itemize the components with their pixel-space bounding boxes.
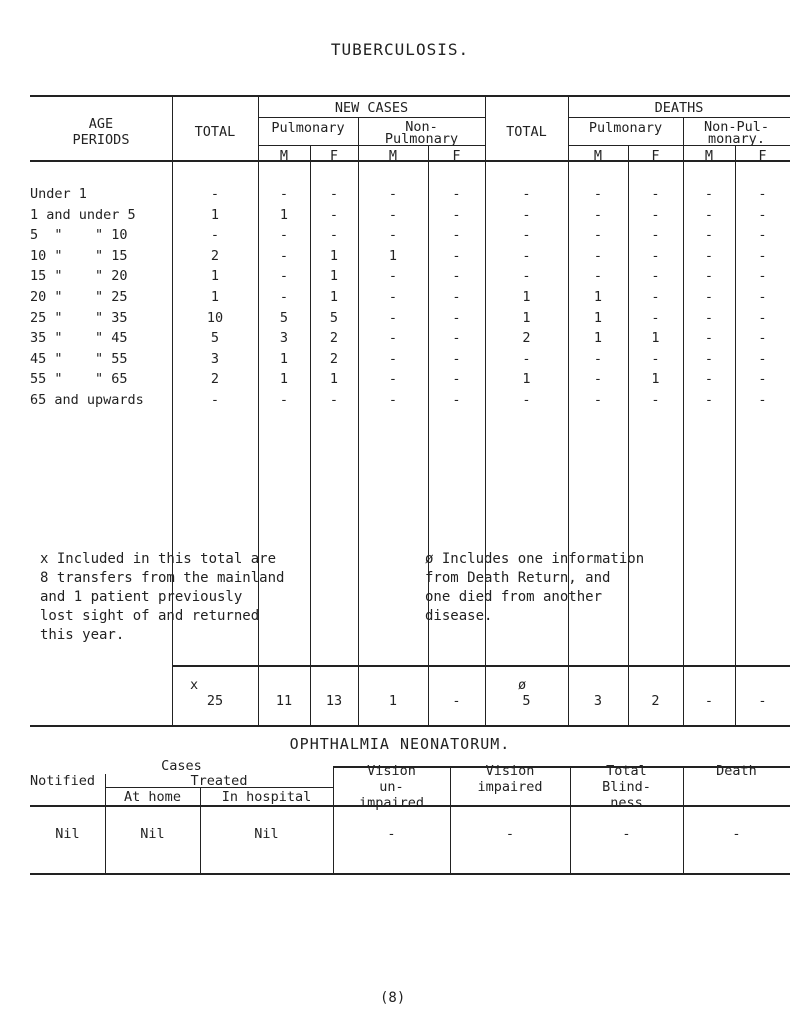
age-periods-header-1: AGE: [88, 116, 114, 132]
table-cell: 1: [329, 289, 339, 305]
new-cases-bottom-rule: [258, 117, 485, 118]
table-cell: -: [758, 371, 767, 388]
oph-notified-header: Notified: [30, 773, 96, 789]
table-cell: -: [704, 350, 714, 367]
table-cell: -: [593, 268, 603, 285]
total-cell: -: [758, 693, 767, 709]
oph-death-header: Death: [716, 763, 757, 779]
new-nonpul-f-header: F: [452, 148, 461, 164]
age-period-label: 55 " " 65: [30, 371, 128, 388]
total-cell: 3: [593, 693, 603, 709]
table-cell: -: [704, 247, 714, 264]
deaths-nonpul-m-header: M: [704, 148, 714, 164]
deaths-nonpul-f-header: F: [758, 148, 767, 164]
total-cell: 25: [206, 693, 224, 709]
table-cell: 1: [522, 371, 531, 388]
new-pul-f-header: F: [329, 148, 339, 164]
table-cell: 5: [210, 330, 220, 347]
table-cell: -: [651, 186, 660, 202]
table-cell: 1: [651, 371, 660, 388]
total-cell: 1: [388, 693, 398, 709]
table-cell: 1: [651, 330, 660, 347]
table-cell: 2: [329, 330, 339, 347]
table-cell: 3: [210, 350, 220, 367]
table-cell: 1: [593, 330, 603, 347]
total-cell: 5: [522, 693, 531, 709]
oph-value-cell: -: [387, 826, 396, 842]
table-cell: -: [452, 206, 461, 223]
oph-vision-unimpaired-header: Vision un- impaired: [358, 763, 425, 811]
oph-value-cell: -: [505, 826, 515, 842]
table-cell: -: [522, 186, 531, 202]
table-cell: -: [704, 289, 714, 305]
table-cell: -: [388, 227, 398, 244]
oph-total-blindness-header: Total Blind- ness: [602, 763, 651, 811]
table-cell: -: [522, 247, 531, 264]
table-cell: -: [758, 350, 767, 367]
table-cell: -: [522, 350, 531, 367]
table-cell: -: [651, 289, 660, 305]
table-cell: -: [593, 350, 603, 367]
ophthalmia-title: OPHTHALMIA NEONATORUM.: [289, 735, 511, 753]
age-period-label: 65 and upwards: [30, 392, 144, 408]
table-cell: -: [452, 330, 461, 347]
table-cell: -: [388, 330, 398, 347]
table-cell: -: [388, 268, 398, 285]
table-cell: -: [651, 350, 660, 367]
table-cell: -: [704, 206, 714, 223]
table-cell: -: [210, 186, 220, 202]
table-cell: -: [651, 309, 660, 326]
deaths-non-pul-header-1: Non-Pul-: [703, 119, 770, 135]
age-period-label: 1 and under 5: [30, 206, 136, 223]
table-cell: -: [522, 206, 531, 223]
age-period-label: 35 " " 45: [30, 330, 128, 347]
table-cell: -: [704, 227, 714, 244]
footnote-o: ø Includes one information from Death Return, and one died from another disease.: [425, 551, 645, 624]
deaths-pul-m-header: M: [593, 148, 603, 164]
table-cell: -: [758, 392, 767, 408]
table-cell: -: [279, 392, 289, 408]
table-cell: -: [452, 268, 461, 285]
table-cell: 1: [279, 371, 289, 388]
table-cell: 2: [329, 350, 339, 367]
table-cell: 5: [279, 309, 289, 326]
table-cell: -: [704, 371, 714, 388]
table-cell: -: [758, 227, 767, 244]
table-cell: 1: [329, 371, 339, 388]
table-cell: -: [758, 186, 767, 202]
table-cell: 1: [593, 309, 603, 326]
table-cell: -: [593, 186, 603, 202]
table-cell: -: [279, 186, 289, 202]
new-total-mark: x: [190, 677, 199, 693]
table-cell: 5: [329, 309, 339, 326]
table-cell: -: [279, 289, 289, 305]
total-cell: 2: [651, 693, 660, 709]
deaths-bottom-rule: [568, 117, 790, 118]
table-cell: -: [758, 206, 767, 223]
table-cell: -: [704, 186, 714, 202]
table-cell: -: [758, 289, 767, 305]
deaths-non-pul-header-2: monary.: [708, 131, 765, 147]
table-cell: -: [388, 371, 398, 388]
new-cases-header: NEW CASES: [334, 100, 409, 116]
table-cell: 1: [279, 350, 289, 367]
age-period-label: 5 " " 10: [30, 227, 128, 244]
oph-value-cell: Nil: [55, 826, 80, 842]
table-cell: 2: [210, 247, 220, 264]
total-cell: -: [704, 693, 714, 709]
table-cell: 2: [522, 330, 531, 347]
total-cell: 11: [275, 693, 293, 709]
totals-top-rule: [172, 665, 790, 667]
deaths-header: DEATHS: [654, 100, 704, 116]
table-cell: -: [704, 392, 714, 408]
table-cell: -: [388, 350, 398, 367]
table-cell: -: [704, 309, 714, 326]
table-cell: -: [593, 206, 603, 223]
age-period-label: 45 " " 55: [30, 350, 128, 367]
table-cell: -: [522, 392, 531, 408]
table-cell: 10: [206, 309, 224, 326]
deaths-total-mark: ø: [518, 677, 527, 693]
deaths-pul-f-header: F: [651, 148, 660, 164]
age-period-label: Under 1: [30, 186, 87, 202]
table-cell: 2: [210, 371, 220, 388]
table-cell: -: [388, 186, 398, 202]
table-cell: 1: [388, 247, 398, 264]
table-cell: -: [452, 227, 461, 244]
deaths-total-header: TOTAL: [506, 124, 547, 140]
table-bottom-rule: [30, 725, 790, 727]
table-cell: -: [651, 227, 660, 244]
age-period-label: 10 " " 15: [30, 247, 128, 264]
table-cell: 1: [210, 268, 220, 285]
oph-cases-header: Cases: [30, 758, 333, 774]
table-cell: -: [651, 392, 660, 408]
deaths-pulmonary-header: Pulmonary: [588, 120, 663, 136]
table-cell: -: [452, 392, 461, 408]
oph-value-cell: -: [732, 826, 741, 842]
table-cell: 1: [279, 206, 289, 223]
table-cell: -: [522, 268, 531, 285]
table-cell: -: [593, 247, 603, 264]
table-cell: -: [388, 309, 398, 326]
table-cell: -: [210, 227, 220, 244]
table-cell: 1: [522, 309, 531, 326]
oph-value-cell: Nil: [254, 826, 279, 842]
table-cell: -: [329, 206, 339, 223]
table-cell: -: [452, 309, 461, 326]
table-cell: -: [593, 227, 603, 244]
new-total-header: TOTAL: [194, 124, 236, 140]
table-cell: -: [279, 227, 289, 244]
age-periods-header-2: PERIODS: [72, 132, 130, 148]
age-period-label: 15 " " 20: [30, 268, 128, 285]
table-cell: -: [758, 268, 767, 285]
table-cell: 1: [210, 206, 220, 223]
table-cell: -: [452, 247, 461, 264]
table-cell: -: [388, 206, 398, 223]
oph-vision-impaired-header: Vision impaired: [477, 763, 543, 795]
table-cell: 3: [279, 330, 289, 347]
oph-vline-6: [683, 766, 684, 873]
new-pulmonary-header: Pulmonary: [271, 120, 345, 136]
oph-in-hospital-header: In hospital: [221, 789, 312, 805]
table-cell: -: [279, 268, 289, 285]
table-cell: -: [329, 227, 339, 244]
table-cell: 1: [210, 289, 220, 305]
total-cell: -: [452, 693, 461, 709]
table-cell: -: [522, 227, 531, 244]
table-cell: -: [704, 330, 714, 347]
table-cell: -: [452, 186, 461, 202]
table-cell: -: [593, 392, 603, 408]
table-cell: -: [388, 392, 398, 408]
new-non-pulmonary-header-2: Pulmonary: [384, 131, 459, 147]
table-cell: -: [651, 268, 660, 285]
table-cell: 1: [593, 289, 603, 305]
table-cell: -: [758, 309, 767, 326]
new-non-pulmonary-header-1: Non-: [405, 119, 438, 135]
new-nonpul-m-header: M: [388, 148, 398, 164]
table-cell: -: [593, 371, 603, 388]
table-cell: -: [329, 186, 339, 202]
table-cell: -: [651, 247, 660, 264]
oph-value-cell: -: [622, 826, 631, 842]
new-pul-m-header: M: [279, 148, 289, 164]
total-cell: 13: [325, 693, 343, 709]
table-cell: -: [758, 247, 767, 264]
table-cell: -: [329, 392, 339, 408]
oph-at-home-header: At home: [124, 789, 181, 805]
table-cell: -: [452, 350, 461, 367]
page-number: (8): [380, 990, 406, 1006]
table-cell: 1: [329, 247, 339, 264]
table-cell: -: [452, 371, 461, 388]
age-period-label: 20 " " 25: [30, 289, 128, 305]
table-cell: -: [704, 268, 714, 285]
table-cell: -: [279, 247, 289, 264]
table-cell: -: [452, 289, 461, 305]
table-top-rule: [30, 95, 790, 97]
table-cell: -: [210, 392, 220, 408]
table-cell: -: [388, 289, 398, 305]
oph-bottom-rule: [30, 873, 790, 875]
table-cell: -: [651, 206, 660, 223]
oph-value-cell: Nil: [140, 826, 165, 842]
oph-treated-header: Treated: [190, 773, 248, 789]
table-cell: -: [758, 330, 767, 347]
table-cell: 1: [329, 268, 339, 285]
age-period-label: 25 " " 35: [30, 309, 128, 326]
table-cell: 1: [522, 289, 531, 305]
tuberculosis-title: TUBERCULOSIS.: [330, 40, 470, 59]
footnote-x: x Included in this total are 8 transfers from the mainland and 1 patient previously lost sight of and returned this year.: [40, 551, 285, 643]
